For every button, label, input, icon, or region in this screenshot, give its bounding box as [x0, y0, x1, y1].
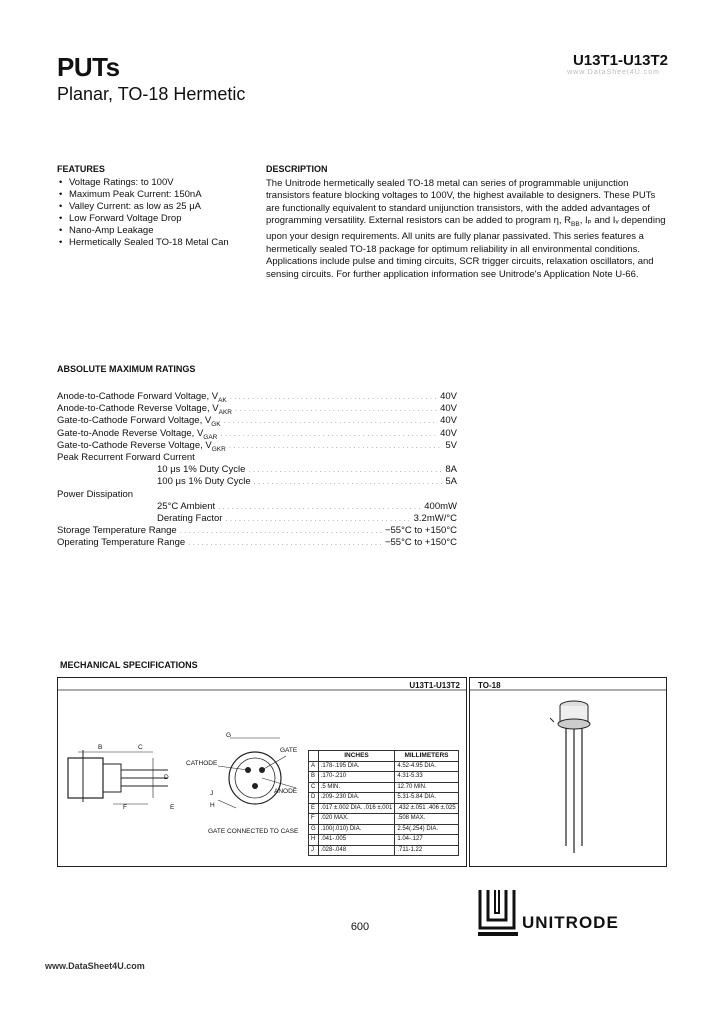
rating-label: Derating Factor: [157, 512, 223, 524]
table-row: [309, 782, 459, 793]
table-cell-in: .028-.048: [318, 845, 395, 856]
unitrode-logo-icon: [478, 888, 518, 938]
box1-label: U13T1-U13T2: [409, 681, 460, 690]
leader-dots: [230, 391, 437, 403]
table-cell-in: .017 ±.002 DIA. .016 ±.001: [318, 803, 395, 814]
rating-value: −55°C to +150°C: [384, 537, 457, 549]
table-header-row: [309, 751, 459, 762]
rating-row: [57, 525, 457, 537]
page-title: PUTs: [57, 52, 120, 82]
table-cell-mm: 4.52-4.95 DIA.: [395, 761, 458, 772]
to18-package-box: [469, 677, 667, 867]
table-cell-key: E: [309, 803, 319, 814]
leader-dots: [220, 428, 437, 440]
faint-watermark: www.DataSheet4U.com: [567, 69, 660, 76]
dimensions-table: [308, 750, 459, 856]
table-cell-key: D: [309, 793, 319, 804]
pin-label-anode: ANODE: [274, 788, 298, 795]
table-cell-mm: 2.54(.254) DIA.: [395, 824, 458, 835]
rating-label: Anode-to-Cathode Reverse Voltage, $V_{AKR}$: [57, 403, 232, 417]
ratings-section: [57, 364, 457, 549]
leader-dots: [254, 476, 443, 488]
rating-row: [57, 489, 457, 501]
dim-label-d: D: [164, 774, 169, 781]
rating-row: [57, 415, 457, 427]
rating-value: 8A: [445, 464, 457, 476]
rating-label: 100 μs 1% Duty Cycle: [157, 476, 251, 488]
rating-label: Gate-to-Cathode Reverse Voltage, $V_{GKR}$: [57, 439, 226, 453]
feature-item: • Low Forward Voltage Drop: [57, 213, 257, 225]
part-numbers: U13T1-U13T2: [572, 52, 668, 69]
feature-item: • Voltage Ratings: to 100V: [57, 177, 257, 189]
rating-value: 40V: [440, 391, 457, 402]
table-cell-mm: 12.70 MIN.: [395, 782, 458, 793]
footer-url: www.DataSheet4U.com: [45, 961, 145, 971]
table-header-mm: MILLIMETERS: [395, 751, 458, 762]
rating-label: Anode-to-Cathode Forward Voltage, $V_{AK}$: [57, 391, 227, 404]
features-list: [57, 177, 257, 249]
features-heading: FEATURES: [57, 164, 105, 174]
table-cell-mm: .711-1.22: [395, 845, 458, 856]
rating-label: Gate-to-Anode Reverse Voltage, $V_{GAR}$: [57, 427, 218, 441]
rating-row: [57, 452, 457, 464]
table-cell-mm: .508 MAX.: [395, 814, 458, 825]
table-header-inches: INCHES: [318, 751, 395, 762]
ratings-heading: ABSOLUTE MAXIMUM RATINGS: [57, 364, 196, 374]
description-section: [266, 163, 666, 281]
rating-value: 40V: [440, 415, 457, 427]
rating-row: [57, 501, 457, 513]
leader-dots: [224, 415, 437, 427]
feature-item: • Maximum Peak Current: 150nA: [57, 189, 257, 201]
gate-note: GATE CONNECTED TO CASE: [208, 828, 299, 835]
rating-value: 3.2mW/°C: [413, 512, 457, 524]
table-cell-key: F: [309, 814, 319, 825]
dim-label-b: B: [98, 744, 103, 751]
rating-value: 5A: [445, 476, 457, 488]
features-section: [57, 163, 257, 249]
description-heading: DESCRIPTION: [266, 164, 328, 174]
rating-value: 5V: [445, 439, 457, 451]
to18-package-illustration: [470, 678, 666, 866]
table-cell-in: .100(.010) DIA.: [318, 824, 395, 835]
table-cell-mm: 4.31-5.33: [395, 772, 458, 783]
mechanical-drawing-box: [57, 677, 467, 867]
pin-label-cathode: CATHODE: [186, 760, 218, 767]
rating-value: 40V: [440, 403, 457, 415]
table-cell-key: H: [309, 835, 319, 846]
rating-row: [57, 428, 457, 440]
dim-label-f: F: [123, 804, 127, 811]
table-cell-in: .5 MIN.: [318, 782, 395, 793]
table-row: [309, 772, 459, 783]
table-cell-key: A: [309, 761, 319, 772]
dim-label-j: J: [210, 790, 214, 797]
rating-row: [57, 513, 457, 525]
table-cell-key: B: [309, 772, 319, 783]
table-cell-mm: 5.31-5.84 DIA.: [395, 793, 458, 804]
leader-dots: [218, 501, 421, 513]
table-cell-key: J: [309, 845, 319, 856]
table-row: [309, 814, 459, 825]
page-number: 600: [350, 921, 370, 933]
table-cell-in: .170-.210: [318, 772, 395, 783]
rating-value: 40V: [440, 427, 457, 439]
rating-row: [57, 391, 457, 403]
rating-value: 400mW: [424, 500, 457, 512]
leader-dots: [248, 464, 442, 476]
leader-dots: [235, 403, 437, 415]
pin-label-gate: GATE: [280, 747, 298, 754]
table-cell-key: G: [309, 824, 319, 835]
rating-row: [57, 464, 457, 476]
box2-label: TO-18: [478, 681, 501, 690]
table-row: [309, 803, 459, 814]
rating-label: 25°C Ambient: [157, 500, 216, 512]
table-cell-in: .020 MAX.: [318, 814, 395, 825]
description-text: The Unitrode hermetically sealed TO-18 metal can series of programmable unijunction transistors feature blocking voltages to 100V, the highest available to designers. These PUTs are functionally equivalent to standard unijunction transistors, with the added advantages of programming versatility. External resistors can be added to program η, $R_{BB}$, Iₚ and Iᵥ depending upon your design requirements. All units are fully planar passivated. This series features a hermetically sealed TO-18 package for optimum reliability in all environmental conditions. Applications include pulse and timing circuits, SCR trigger circuits, relaxation oscillators, and sensing circuits. For further application information see Unitrode's Application Note U-66.: [266, 177, 666, 280]
rating-label: 10 μs 1% Duty Cycle: [157, 464, 246, 476]
table-cell-in: .178-.195 DIA.: [318, 761, 395, 772]
leader-dots: [188, 537, 382, 549]
table-cell-mm: .432 ±.051 .406 ±.025: [395, 803, 458, 814]
rating-label: Power Dissipation: [57, 488, 134, 500]
table-row: [309, 761, 459, 772]
table-row: [309, 793, 459, 804]
table-cell-in: .041-.005: [318, 835, 395, 846]
table-cell-in: .209-.230 DIA.: [318, 793, 395, 804]
dim-label-h: H: [210, 802, 215, 809]
rating-row: [57, 537, 457, 549]
leader-dots: [225, 513, 410, 525]
feature-item: • Valley Current: as low as 25 μA: [57, 201, 257, 213]
rating-row: [57, 403, 457, 415]
dim-label-e: E: [170, 804, 175, 811]
ratings-list: [57, 391, 457, 549]
table-row: [309, 835, 459, 846]
table-header-key: [309, 751, 319, 762]
rating-row: [57, 476, 457, 488]
table-cell-mm: 1.04-.127: [395, 835, 458, 846]
dim-label-c: C: [138, 744, 143, 751]
leader-dots: [180, 525, 382, 537]
feature-item: • Nano-Amp Leakage: [57, 225, 257, 237]
rating-label: Gate-to-Cathode Forward Voltage, $V_{GK}$: [57, 415, 221, 429]
mechanical-heading: MECHANICAL SPECIFICATIONS: [60, 660, 198, 670]
dim-label-g: G: [226, 732, 232, 739]
leader-dots: [229, 440, 443, 452]
table-row: [309, 824, 459, 835]
rating-label: Operating Temperature Range: [57, 537, 186, 549]
table-row: [309, 845, 459, 856]
table-cell-key: C: [309, 782, 319, 793]
rating-label: Peak Recurrent Forward Current: [57, 451, 195, 463]
page-subtitle: Planar, TO-18 Hermetic: [57, 84, 246, 104]
rating-value: −55°C to +150°C: [384, 525, 457, 537]
unitrode-logo-text: UNITRODE: [522, 913, 619, 932]
rating-row: [57, 440, 457, 452]
rating-label: Storage Temperature Range: [57, 525, 177, 537]
feature-item: • Hermetically Sealed TO-18 Metal Can: [57, 237, 257, 249]
